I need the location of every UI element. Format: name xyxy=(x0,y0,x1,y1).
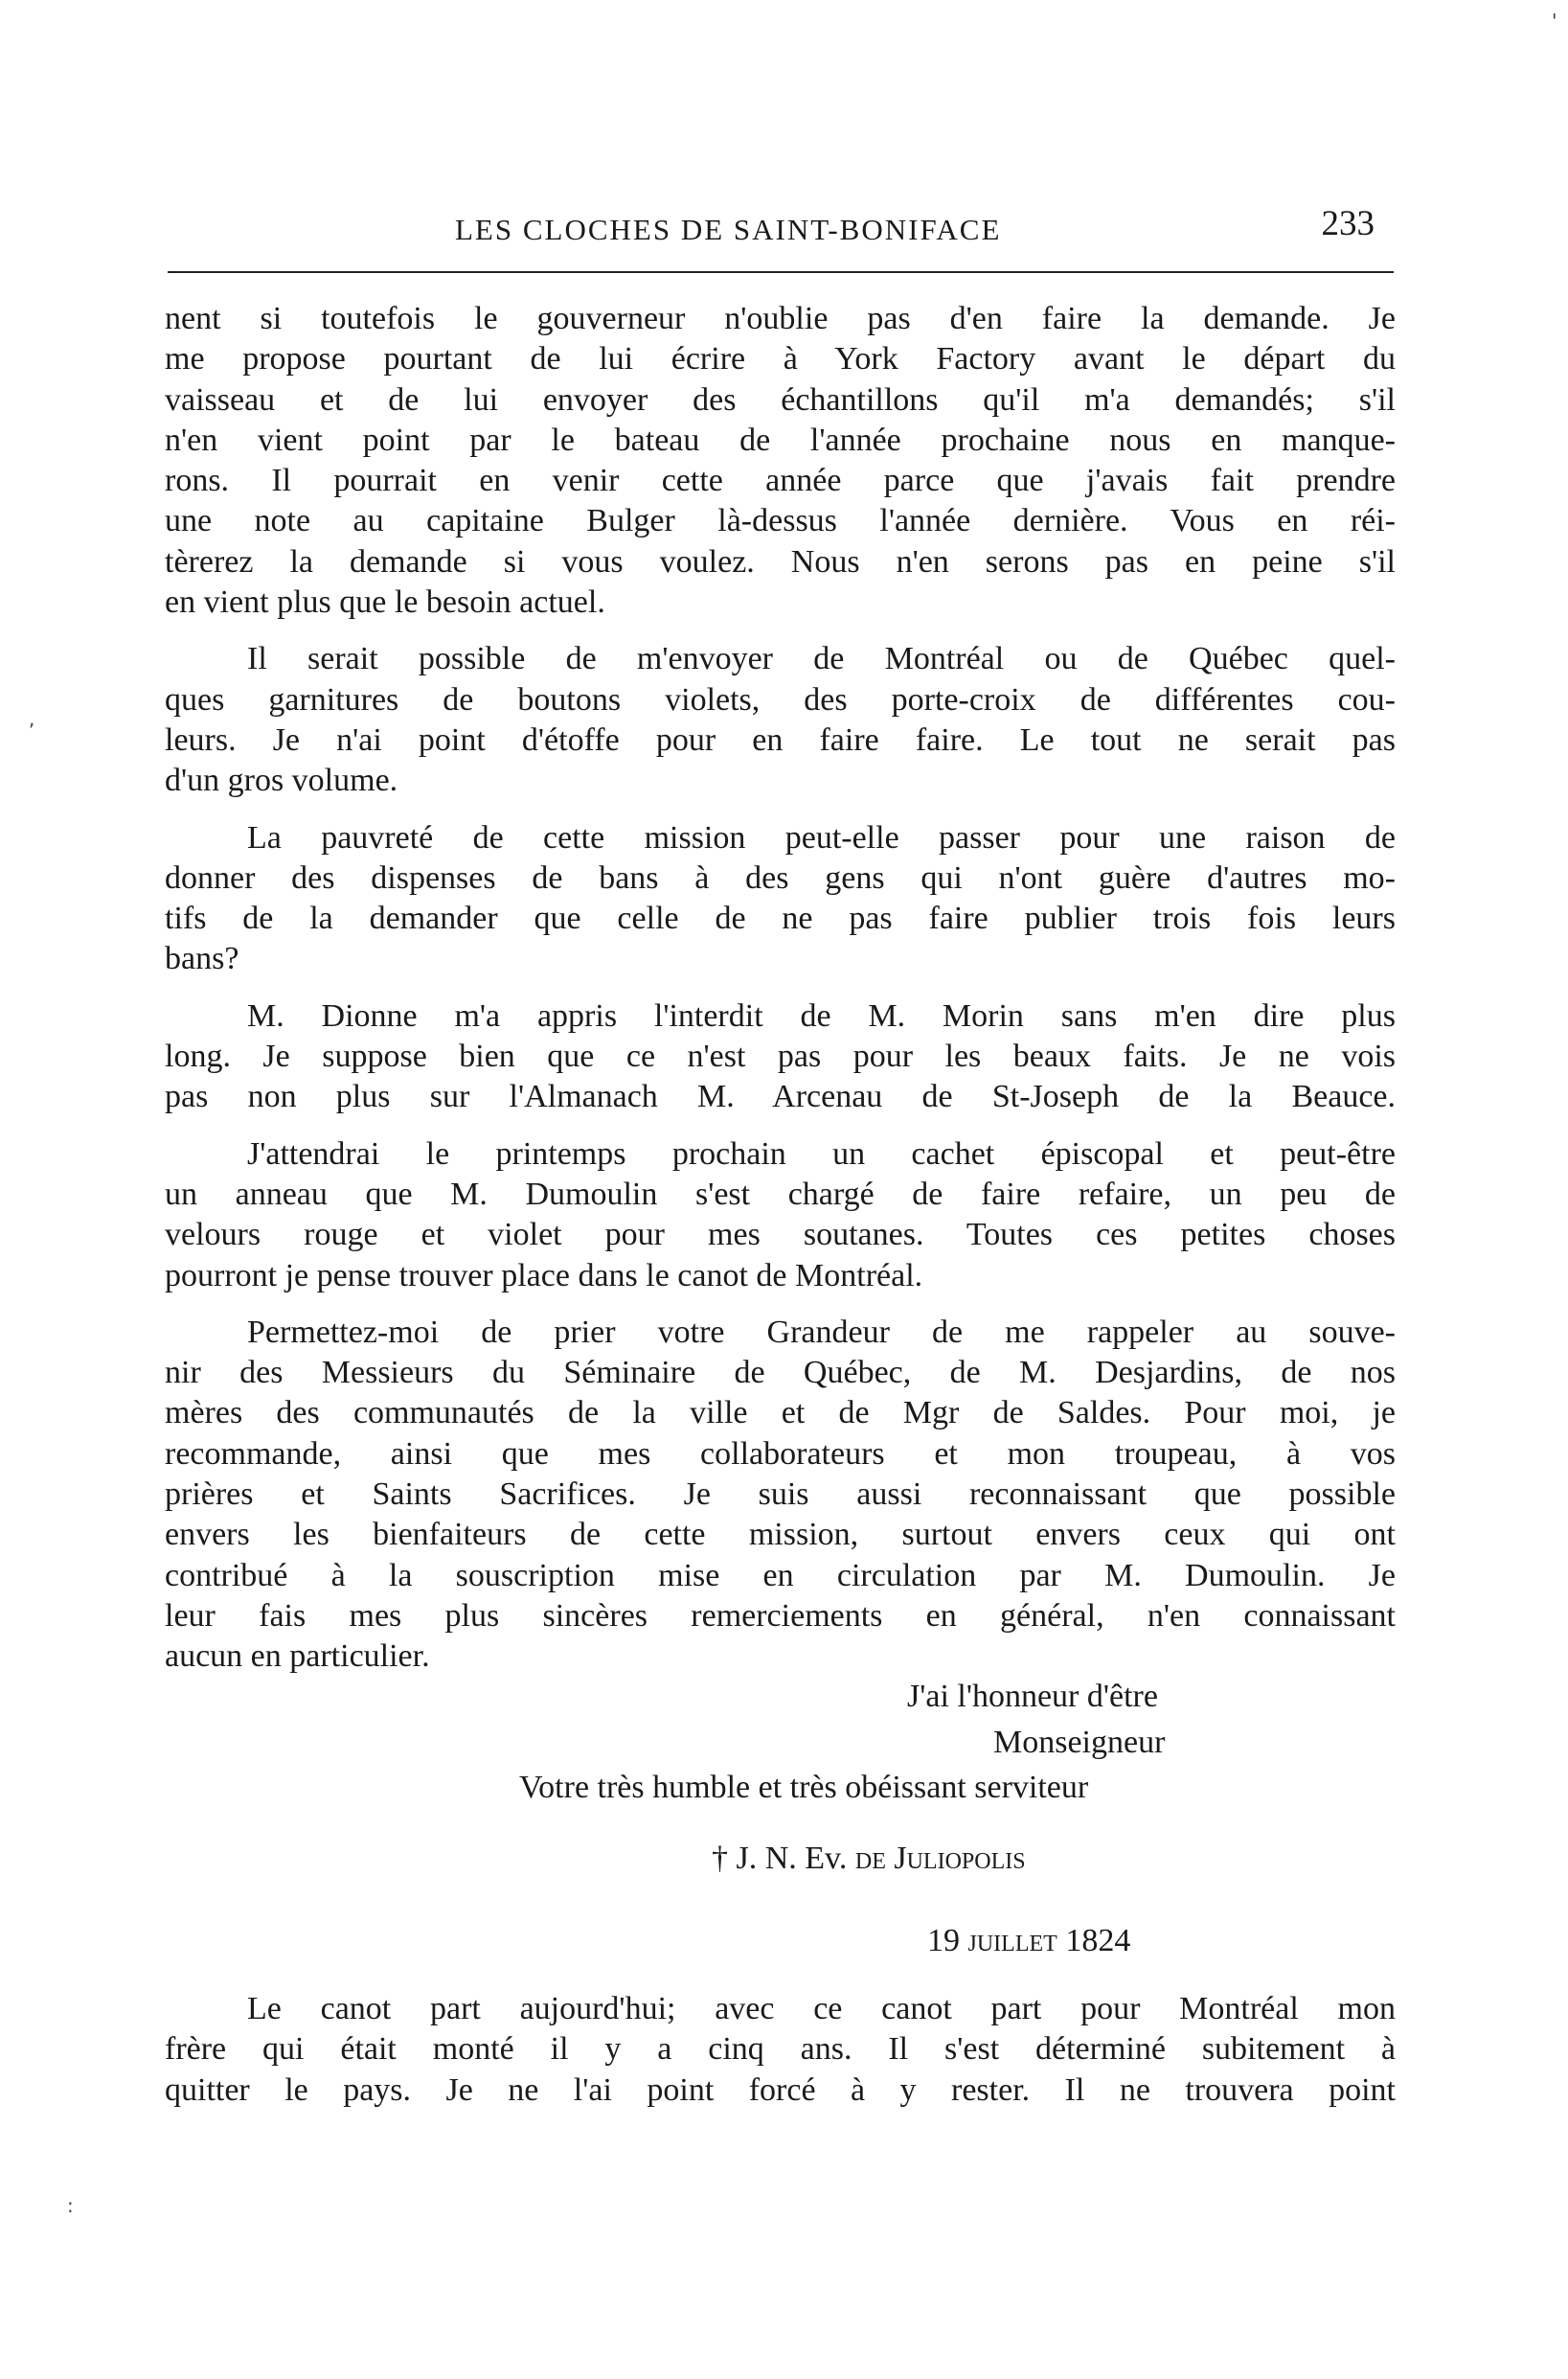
signature-prefix: † J. N. Ev. xyxy=(712,1841,848,1876)
text-line: nent si toutefois le gouverneur n'oublie pas d'en faire la demande. Je xyxy=(165,301,1396,336)
text-line: pas non plus sur l'Almanach M. Arcenau de St-Joseph de la Beauce. xyxy=(165,1079,1396,1115)
scan-speck: , xyxy=(29,707,35,730)
text-line: velours rouge et violet pour mes soutanes. Toutes ces petites choses xyxy=(165,1217,1396,1253)
text-line: envers les bienfaiteurs de cette mission, surtout envers ceux qui ont xyxy=(165,1517,1396,1553)
text-line: rons. Il pourrait en venir cette année parce que j'avais fait prendre xyxy=(165,463,1396,499)
text-line: prières et Saints Sacrifices. Je suis aussi reconnaissant que possible xyxy=(165,1476,1396,1513)
letter-body xyxy=(165,299,1396,1678)
text-line: long. Je suppose bien que ce n'est pas pour les beaux faits. Je ne vois xyxy=(165,1039,1396,1075)
text-line: M. Dionne m'a appris l'interdit de M. Morin sans m'en dire plus xyxy=(247,997,1396,1034)
signature xyxy=(712,1841,1026,1877)
paragraph xyxy=(165,996,1396,1118)
text-line: tèrerez la demande si vous voulez. Nous n'en serons pas en peine s'il xyxy=(165,543,1396,580)
scan-speck: ' xyxy=(1552,10,1557,33)
text-line: pourront je pense trouver place dans le canot de Montréal. xyxy=(165,1257,923,1293)
text-line: mères des communautés de la ville et de Mgr de Saldes. Pour moi, je xyxy=(165,1395,1396,1431)
running-head xyxy=(168,201,1394,259)
date-month: juillet xyxy=(967,1923,1057,1958)
page-number: 233 xyxy=(1321,204,1375,243)
closing-line: Votre très humble et très obéissant serviteur xyxy=(519,1770,1089,1805)
text-line: vaisseau et de lui envoyer des échantillons qu'il m'a demandés; s'il xyxy=(165,381,1396,418)
text-line: nir des Messieurs du Séminaire de Québec, de M. Desjardins, de nos xyxy=(165,1355,1396,1391)
closing-line: J'ai l'honneur d'être xyxy=(907,1679,1158,1714)
text-line: n'en vient point par le bateau de l'année prochaine nous en manque- xyxy=(165,422,1396,458)
text-line: frère qui était monté il y a cinq ans. Il s'est déterminé subitement à xyxy=(165,2031,1396,2068)
text-line: Permettez-moi de prier votre Grandeur de me rappeler au souve- xyxy=(247,1314,1396,1350)
date-day: 19 xyxy=(927,1923,960,1958)
text-line: tifs de la demander que celle de ne pas faire publier trois fois leurs xyxy=(165,901,1396,937)
text-line: ques garnitures de boutons violets, des porte-croix de différentes cou- xyxy=(165,681,1396,718)
header-rule xyxy=(168,271,1394,273)
text-line: leurs. Je n'ai point d'étoffe pour en faire faire. Le tout ne serait pas xyxy=(165,721,1396,758)
text-line: J'attendrai le printemps prochain un cachet épiscopal et peut-être xyxy=(247,1135,1396,1172)
paragraph xyxy=(165,639,1396,801)
text-line: un anneau que M. Dumoulin s'est chargé de faire refaire, un peu de xyxy=(165,1176,1396,1212)
paragraph xyxy=(165,299,1396,623)
text-line: en vient plus que le besoin actuel. xyxy=(165,584,605,621)
text-line: leur fais mes plus sincères remerciements en général, n'en connaissant xyxy=(165,1597,1396,1634)
text-line: aucun en particulier. xyxy=(165,1638,430,1675)
paragraph xyxy=(165,1313,1396,1678)
paragraph xyxy=(165,1134,1396,1296)
text-line: quitter le pays. Je ne l'ai point forcé à y rester. Il ne trouvera point xyxy=(165,2071,1396,2108)
text-line: recommande, ainsi que mes collaborateurs et mon troupeau, à vos xyxy=(165,1435,1396,1472)
signature-de: de xyxy=(854,1841,886,1876)
text-line: La pauvreté de cette mission peut-elle passer pour une raison de xyxy=(247,819,1396,856)
text-line: une note au capitaine Bulger là-dessus l'année dernière. Vous en réi- xyxy=(165,503,1396,539)
running-title: LES CLOCHES DE SAINT-BONIFACE xyxy=(455,213,1002,246)
signature-name: Juliopolis xyxy=(894,1841,1026,1876)
closing-salutation: Monseigneur xyxy=(993,1725,1166,1760)
text-line: me propose pourtant de lui écrire à York Factory avant le départ du xyxy=(165,341,1396,377)
letter-date xyxy=(927,1923,1130,1959)
text-line: Le canot part aujourd'hui; avec ce canot part pour Montréal mon xyxy=(247,1991,1396,2026)
date-year: 1824 xyxy=(1065,1923,1131,1958)
text-line: d'un gros volume. xyxy=(165,763,398,799)
postscript xyxy=(165,1989,1396,2111)
scan-speck: : xyxy=(67,2194,74,2217)
text-line: donner des dispenses de bans à des gens qui n'ont guère d'autres mo- xyxy=(165,859,1396,896)
text-line: contribué à la souscription mise en circulation par M. Dumoulin. Je xyxy=(165,1557,1396,1593)
paragraph xyxy=(165,818,1396,980)
text-line: bans? xyxy=(165,941,239,977)
text-line: Il serait possible de m'envoyer de Montréal ou de Québec quel- xyxy=(247,641,1396,677)
